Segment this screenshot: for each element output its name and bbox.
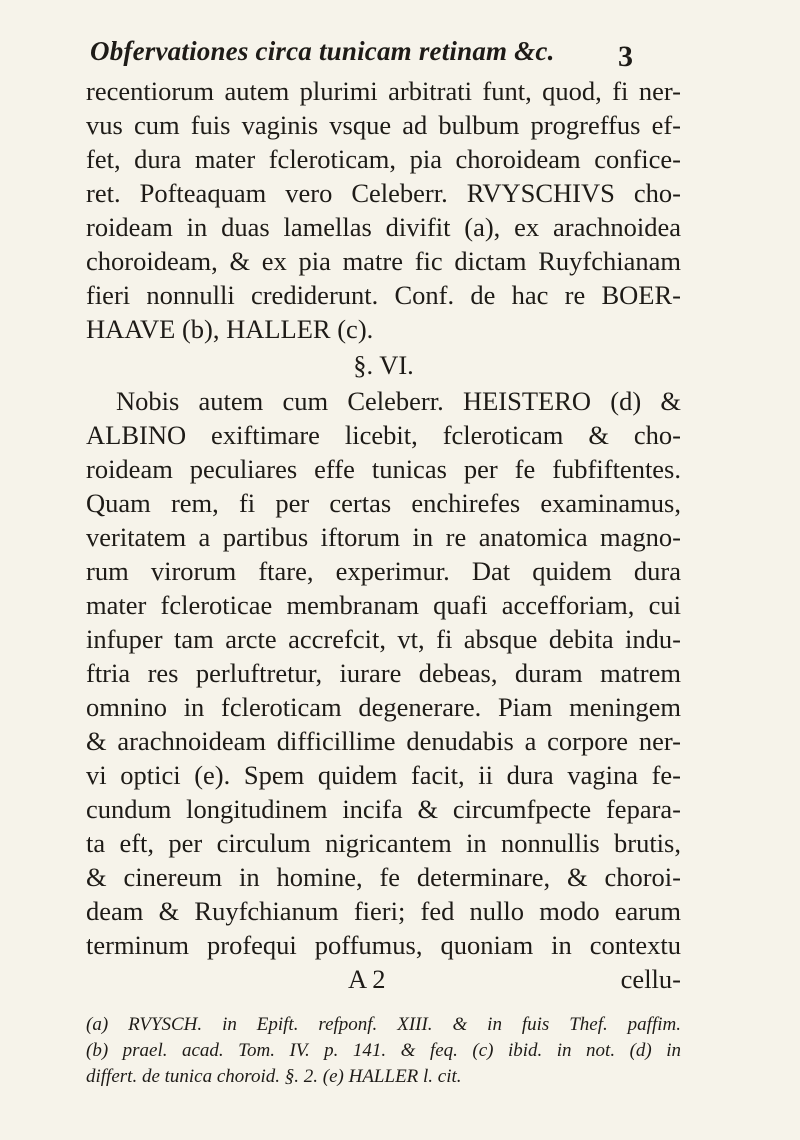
text-line: vus cum fuis vaginis vsque ad bulbum progreffus ef-	[86, 110, 681, 140]
text-line: omnino in fcleroticam degenerare. Piam meningem	[86, 692, 681, 722]
footnote-line: differt. de tunica choroid. §. 2. (e) HALLER l. cit.	[86, 1066, 462, 1087]
text-line: mater fcleroticae membranam quafi accefforiam, cui	[86, 590, 681, 620]
text-line: ALBINO exiftimare licebit, fcleroticam & cho-	[86, 420, 681, 450]
text-line: recentiorum autem plurimi arbitrati funt, quod, fi ner-	[86, 76, 681, 106]
footnote-line: (a) RVYSCH. in Epift. refponf. XIII. & in fuis Thef. paffim.	[86, 1014, 681, 1035]
text-line: Nobis autem cum Celeberr. HEISTERO (d) &	[116, 386, 681, 416]
text-line: vi optici (e). Spem quidem facit, ii dura vagina fe-	[86, 760, 681, 790]
signature-mark: A 2	[348, 964, 386, 994]
text-line: & arachnoideam difficillime denudabis a corpore ner-	[86, 726, 681, 756]
text-line: fieri nonnulli crediderunt. Conf. de hac re BOER-	[86, 280, 681, 310]
text-line: HAAVE (b), HALLER (c).	[86, 314, 374, 344]
text-line: cundum longitudinem incifa & circumfpecte fepara-	[86, 794, 681, 824]
text-line: infuper tam arcte accrefcit, vt, fi absque debita indu-	[86, 624, 681, 654]
text-line: terminum profequi poffumus, quoniam in contextu	[86, 930, 681, 960]
signature-line	[86, 962, 681, 996]
running-title: Obfervationes circa tunicam retinam &c.	[90, 36, 555, 66]
catchword: cellu-	[620, 964, 681, 994]
text-line: fet, dura mater fcleroticam, pia choroideam confice-	[86, 144, 681, 174]
footnote-line: (b) prael. acad. Tom. IV. p. 141. & feq. (c) ibid. in not. (d) in	[86, 1040, 681, 1061]
text-line: ret. Pofteaquam vero Celeberr. RVYSCHIVS cho-	[86, 178, 681, 208]
page-number: 3	[618, 40, 633, 73]
text-line: & cinereum in homine, fe determinare, & choroi-	[86, 862, 681, 892]
text-line: ta eft, per circulum nigricantem in nonnullis brutis,	[86, 828, 681, 858]
text-line: rum virorum ftare, experimur. Dat quidem dura	[86, 556, 681, 586]
text-line: veritatem a partibus iftorum in re anatomica magno-	[86, 522, 681, 552]
text-line: ftria res perluftretur, iurare debeas, duram matrem	[86, 658, 681, 688]
text-line: roideam peculiares effe tunicas per fe fubfiftentes.	[86, 454, 681, 484]
text-line: roideam in duas lamellas divifit (a), ex arachnoidea	[86, 212, 681, 242]
section-heading: §. VI.	[353, 350, 414, 380]
text-line: choroideam, & ex pia matre fic dictam Ruyfchianam	[86, 246, 681, 276]
text-line: deam & Ruyfchianum fieri; fed nullo modo earum	[86, 896, 681, 926]
text-line: Quam rem, fi per certas enchirefes examinamus,	[86, 488, 681, 518]
